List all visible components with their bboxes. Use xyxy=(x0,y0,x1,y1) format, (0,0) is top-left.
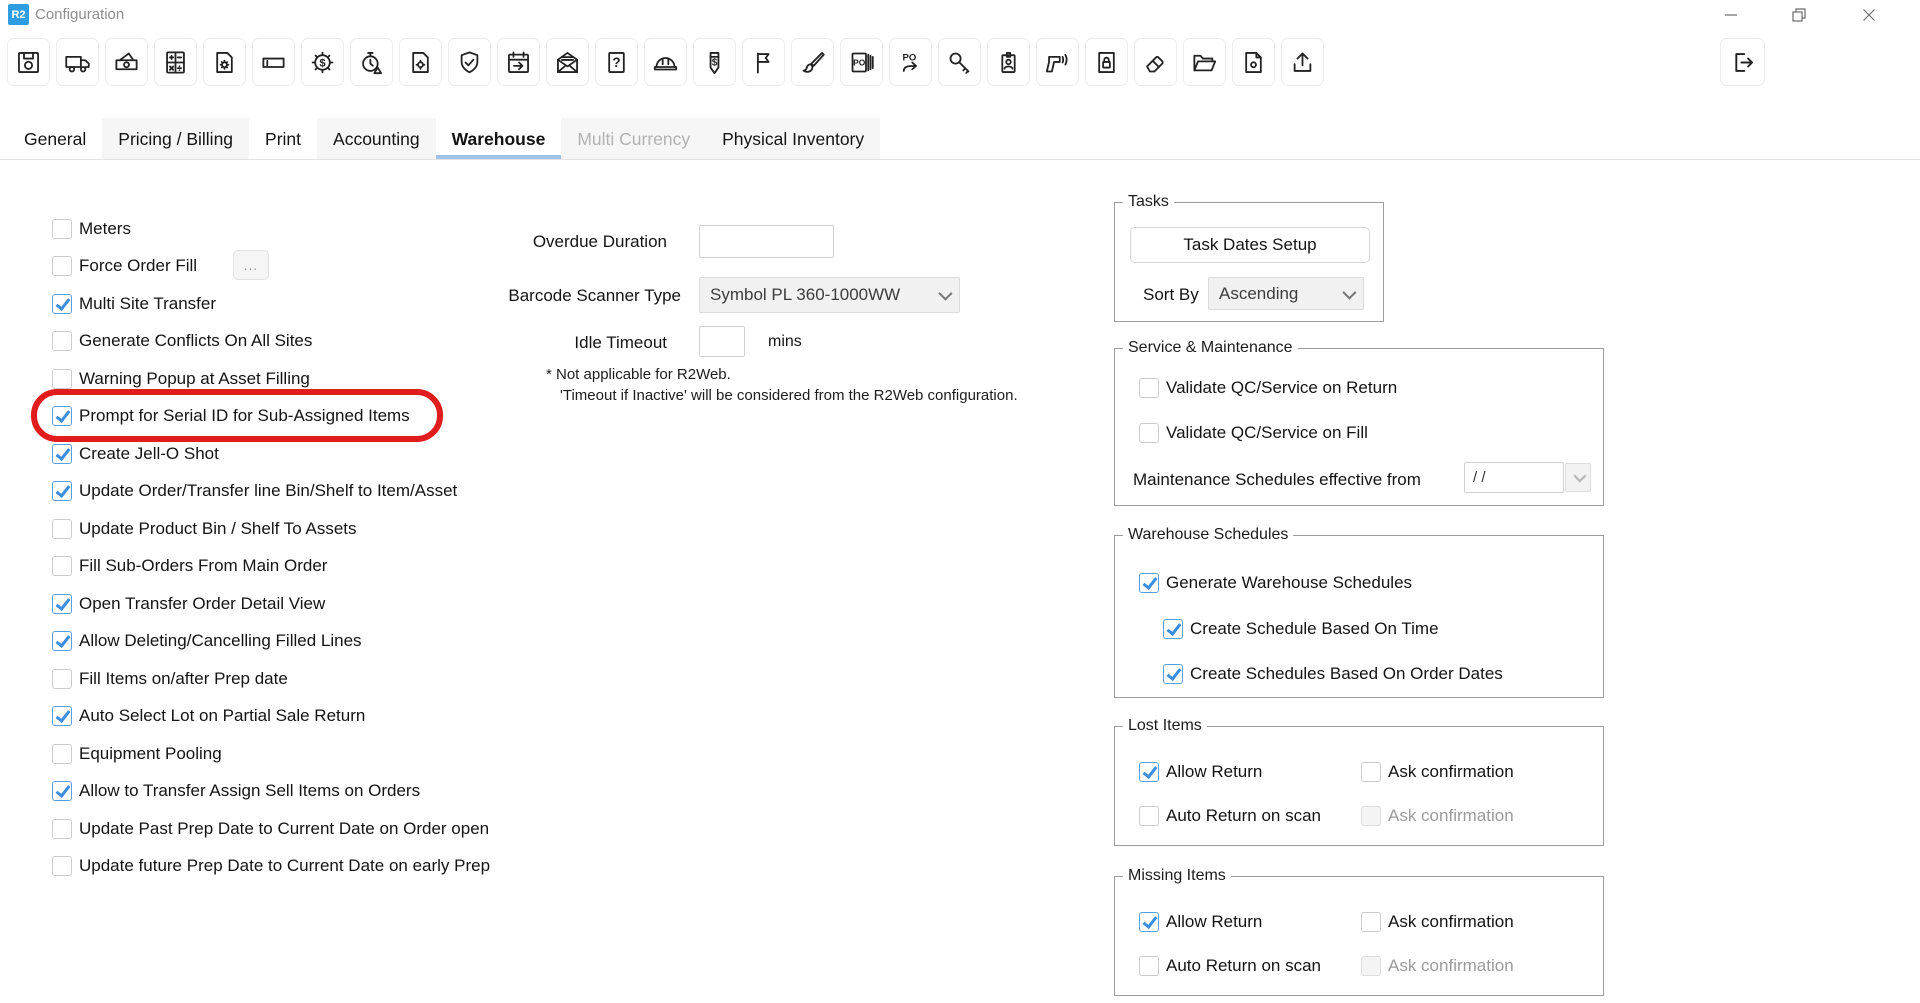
warehouse-schedules-group xyxy=(1114,526,1604,698)
lost-allow-return-row: Allow Return xyxy=(1139,761,1262,782)
missing-auto-ask-confirmation-checkbox xyxy=(1361,956,1381,976)
mail-open-icon xyxy=(554,49,581,76)
option-row-update-order-transfer-bin: Update Order/Transfer line Bin/Shelf to Item/Asset xyxy=(52,481,490,502)
missing-auto-return-checkbox[interactable] xyxy=(1139,956,1159,976)
folder-open-button[interactable] xyxy=(1183,38,1226,86)
tab-bar xyxy=(0,118,1920,160)
warning-popup-checkbox[interactable] xyxy=(52,369,72,389)
minimize-button[interactable] xyxy=(1705,0,1757,30)
option-row-create-jello-shot: Create Jell-O Shot xyxy=(52,443,490,464)
id-badge-icon xyxy=(995,49,1022,76)
option-row-fill-sub-orders: Fill Sub-Orders From Main Order xyxy=(52,556,490,577)
open-transfer-order-checkbox[interactable] xyxy=(52,594,72,614)
overdue-duration-label: Overdue Duration xyxy=(532,232,667,251)
delivery-truck-icon xyxy=(64,49,91,76)
price-tag-icon xyxy=(701,49,728,76)
allow-transfer-assign-checkbox[interactable] xyxy=(52,781,72,801)
paintbrush-icon xyxy=(799,49,826,76)
delivery-truck-button[interactable] xyxy=(56,38,99,86)
save-button[interactable] xyxy=(7,38,50,86)
service-maintenance-group-title: Service & Maintenance xyxy=(1123,339,1298,357)
lost-ask-confirmation-checkbox[interactable] xyxy=(1361,762,1381,782)
missing-auto-ask-confirmation-row: Ask confirmation xyxy=(1361,955,1514,976)
option-row-update-past-prep: Update Past Prep Date to Current Date on Order open xyxy=(52,818,490,839)
key-icon xyxy=(946,49,973,76)
create-schedule-time-checkbox[interactable] xyxy=(1163,619,1183,639)
tab-accounting[interactable]: Accounting xyxy=(317,118,436,159)
tab-pricing-billing[interactable]: Pricing / Billing xyxy=(102,118,249,159)
r2web-note-line2: 'Timeout if Inactive' will be considered from the R2Web configuration. xyxy=(560,387,1018,404)
restore-icon xyxy=(1787,3,1811,27)
allow-deleting-checkbox[interactable] xyxy=(52,631,72,651)
shield-check-button[interactable] xyxy=(448,38,491,86)
calculator-icon xyxy=(162,49,189,76)
option-row-force-order-fill: Force Order Fill xyxy=(52,256,490,277)
barcode-scanner-type-value: Symbol PL 360-1000WW xyxy=(710,285,901,304)
tasks-group xyxy=(1114,193,1384,322)
equipment-pooling-checkbox[interactable] xyxy=(52,744,72,764)
document-settings-button[interactable] xyxy=(203,38,246,86)
toolbar xyxy=(7,38,1324,86)
svg-text:$: $ xyxy=(711,56,718,68)
idle-timeout-unit: mins xyxy=(768,333,802,350)
text-field-button[interactable] xyxy=(252,38,295,86)
service-maintenance-group xyxy=(1114,339,1604,506)
task-dates-setup-button[interactable]: Task Dates Setup xyxy=(1130,227,1370,263)
lost-auto-return-row: Auto Return on scan xyxy=(1139,805,1321,826)
hard-hat-icon xyxy=(652,49,679,76)
fill-items-prep-checkbox[interactable] xyxy=(52,669,72,689)
close-button[interactable] xyxy=(1841,0,1897,30)
price-gear-icon xyxy=(309,49,336,76)
update-product-bin-checkbox[interactable] xyxy=(52,519,72,539)
barcode-scanner-button[interactable] xyxy=(1036,38,1079,86)
tab-print[interactable]: Print xyxy=(265,129,302,149)
generate-warehouse-schedules-checkbox[interactable] xyxy=(1139,573,1159,593)
option-row-equipment-pooling: Equipment Pooling xyxy=(52,743,490,764)
update-order-transfer-bin-checkbox[interactable] xyxy=(52,481,72,501)
calendar-forward-button[interactable] xyxy=(497,38,540,86)
auto-select-lot-checkbox[interactable] xyxy=(52,706,72,726)
calculator-button[interactable] xyxy=(154,38,197,86)
prompt-serial-id-checkbox[interactable] xyxy=(52,406,72,426)
sort-by-label: Sort By xyxy=(1143,285,1199,304)
tab-general[interactable]: General xyxy=(24,129,87,149)
option-row-multi-site-transfer: Multi Site Transfer xyxy=(52,293,490,314)
svg-text:?: ? xyxy=(612,54,621,70)
missing-ask-confirmation-row: Ask confirmation xyxy=(1361,911,1514,932)
force-order-fill-checkbox[interactable] xyxy=(52,256,72,276)
id-badge-button[interactable] xyxy=(987,38,1030,86)
sort-by-value: Ascending xyxy=(1219,283,1299,303)
maintenance-date-dropdown-button[interactable] xyxy=(1565,463,1591,492)
lost-allow-return-checkbox[interactable] xyxy=(1139,762,1159,782)
create-schedule-dates-row: Create Schedules Based On Order Dates xyxy=(1163,663,1503,684)
option-row-fill-items-prep: Fill Items on/after Prep date xyxy=(52,668,490,689)
key-button[interactable] xyxy=(938,38,981,86)
update-past-prep-checkbox[interactable] xyxy=(52,819,72,839)
validate-qc-return-row: Validate QC/Service on Return xyxy=(1139,377,1397,398)
maintenance-schedules-label: Maintenance Schedules effective from xyxy=(1133,470,1421,489)
config-document-button[interactable] xyxy=(1232,38,1275,86)
mail-open-button[interactable] xyxy=(546,38,589,86)
missing-allow-return-checkbox[interactable] xyxy=(1139,912,1159,932)
multi-site-transfer-checkbox[interactable] xyxy=(52,294,72,314)
calendar-forward-icon xyxy=(505,49,532,76)
export-icon xyxy=(1289,49,1316,76)
hard-hat-button[interactable] xyxy=(644,38,687,86)
create-schedule-dates-checkbox[interactable] xyxy=(1163,664,1183,684)
barcode-scanner-type-select[interactable] xyxy=(699,277,960,313)
r2-logo: R2 xyxy=(8,4,29,25)
help-document-icon xyxy=(603,49,630,76)
svg-text:PO: PO xyxy=(853,56,866,67)
option-row-allow-transfer-assign: Allow to Transfer Assign Sell Items on Orders xyxy=(52,781,490,802)
svg-text:$: $ xyxy=(319,56,326,69)
warehouse-schedules-group-title: Warehouse Schedules xyxy=(1123,526,1293,544)
fill-sub-orders-checkbox[interactable] xyxy=(52,556,72,576)
lost-items-group xyxy=(1114,717,1604,846)
validate-qc-fill-row: Validate QC/Service on Fill xyxy=(1139,422,1368,443)
sort-by-select[interactable] xyxy=(1208,277,1364,310)
maintenance-date-input[interactable] xyxy=(1464,462,1564,493)
option-row-open-transfer-order: Open Transfer Order Detail View xyxy=(52,593,490,614)
exit-icon xyxy=(1729,49,1756,76)
purchase-order-transfer-icon xyxy=(897,49,924,76)
save-icon xyxy=(15,49,42,76)
update-future-prep-checkbox[interactable] xyxy=(52,856,72,876)
option-row-auto-select-lot: Auto Select Lot on Partial Sale Return xyxy=(52,706,490,727)
report-settings-icon xyxy=(407,49,434,76)
tab-warehouse[interactable]: Warehouse xyxy=(436,118,562,159)
purchase-order-transfer-button[interactable] xyxy=(889,38,932,86)
flag-icon xyxy=(750,49,777,76)
option-row-update-product-bin: Update Product Bin / Shelf To Assets xyxy=(52,518,490,539)
force-order-fill-more-button[interactable]: ... xyxy=(233,250,269,280)
lost-ask-confirmation-row: Ask confirmation xyxy=(1361,761,1514,782)
maximize-button[interactable] xyxy=(1773,0,1825,30)
tab-physical-inventory[interactable]: Physical Inventory xyxy=(706,118,880,159)
barcode-scanner-type-label: Barcode Scanner Type xyxy=(508,286,681,305)
svg-text:PO: PO xyxy=(902,51,917,63)
tab-multi-currency[interactable]: Multi Currency xyxy=(561,118,706,159)
warehouse-options-list xyxy=(52,218,490,893)
create-schedule-time-row: Create Schedule Based On Time xyxy=(1163,618,1439,639)
option-row-prompt-serial-id: Prompt for Serial ID for Sub-Assigned Items xyxy=(52,406,490,427)
lost-items-group-title: Lost Items xyxy=(1123,717,1207,735)
price-gear-button[interactable] xyxy=(301,38,344,86)
secure-document-button[interactable] xyxy=(1085,38,1128,86)
overdue-duration-input[interactable] xyxy=(699,225,834,258)
meters-checkbox[interactable] xyxy=(52,219,72,239)
missing-items-group xyxy=(1114,867,1604,996)
text-field-icon xyxy=(260,49,287,76)
tasks-group-title: Tasks xyxy=(1123,193,1174,211)
window-title: Configuration xyxy=(35,6,125,23)
cash-payment-icon xyxy=(113,49,140,76)
option-row-meters: Meters xyxy=(52,218,490,239)
lost-auto-return-checkbox[interactable] xyxy=(1139,806,1159,826)
idle-timeout-label: Idle Timeout xyxy=(574,333,667,352)
minimize-icon xyxy=(1719,3,1743,27)
missing-allow-return-row: Allow Return xyxy=(1139,911,1262,932)
folder-open-icon xyxy=(1191,49,1218,76)
flag-button[interactable] xyxy=(742,38,785,86)
eraser-icon xyxy=(1142,49,1169,76)
timer-alert-button[interactable] xyxy=(350,38,393,86)
option-row-warning-popup: Warning Popup at Asset Filling xyxy=(52,368,490,389)
chevron-down-icon xyxy=(1573,470,1586,483)
missing-ask-confirmation-checkbox[interactable] xyxy=(1361,912,1381,932)
missing-auto-return-row: Auto Return on scan xyxy=(1139,955,1321,976)
cash-payment-button[interactable] xyxy=(105,38,148,86)
r2web-note-line1: * Not applicable for R2Web. xyxy=(546,366,731,383)
config-document-icon xyxy=(1240,49,1267,76)
option-row-generate-conflicts: Generate Conflicts On All Sites xyxy=(52,331,490,352)
purchase-order-book-button[interactable] xyxy=(840,38,883,86)
title-bar xyxy=(0,0,1920,30)
document-settings-icon xyxy=(211,49,238,76)
chevron-down-icon xyxy=(938,287,952,301)
paintbrush-button[interactable] xyxy=(791,38,834,86)
shield-check-icon xyxy=(456,49,483,76)
eraser-button[interactable] xyxy=(1134,38,1177,86)
exit-button[interactable] xyxy=(1720,38,1765,86)
create-jello-shot-checkbox[interactable] xyxy=(52,444,72,464)
lost-auto-ask-confirmation-row: Ask confirmation xyxy=(1361,805,1514,826)
option-row-allow-deleting: Allow Deleting/Cancelling Filled Lines xyxy=(52,631,490,652)
generate-warehouse-schedules-row: Generate Warehouse Schedules xyxy=(1139,572,1412,593)
missing-items-group-title: Missing Items xyxy=(1123,867,1231,885)
report-settings-button[interactable] xyxy=(399,38,442,86)
idle-timeout-input[interactable] xyxy=(699,326,745,357)
secure-document-icon xyxy=(1093,49,1120,76)
option-row-update-future-prep: Update future Prep Date to Current Date on early Prep xyxy=(52,856,490,877)
help-document-button[interactable] xyxy=(595,38,638,86)
timer-alert-icon xyxy=(358,49,385,76)
close-icon xyxy=(1857,3,1881,27)
chevron-down-icon xyxy=(1342,285,1356,299)
price-tag-button[interactable] xyxy=(693,38,736,86)
validate-qc-return-checkbox[interactable] xyxy=(1139,378,1159,398)
barcode-scanner-icon xyxy=(1044,49,1071,76)
purchase-order-book-icon xyxy=(848,49,875,76)
generate-conflicts-checkbox[interactable] xyxy=(52,331,72,351)
lost-auto-ask-confirmation-checkbox xyxy=(1361,806,1381,826)
validate-qc-fill-checkbox[interactable] xyxy=(1139,423,1159,443)
export-button[interactable] xyxy=(1281,38,1324,86)
